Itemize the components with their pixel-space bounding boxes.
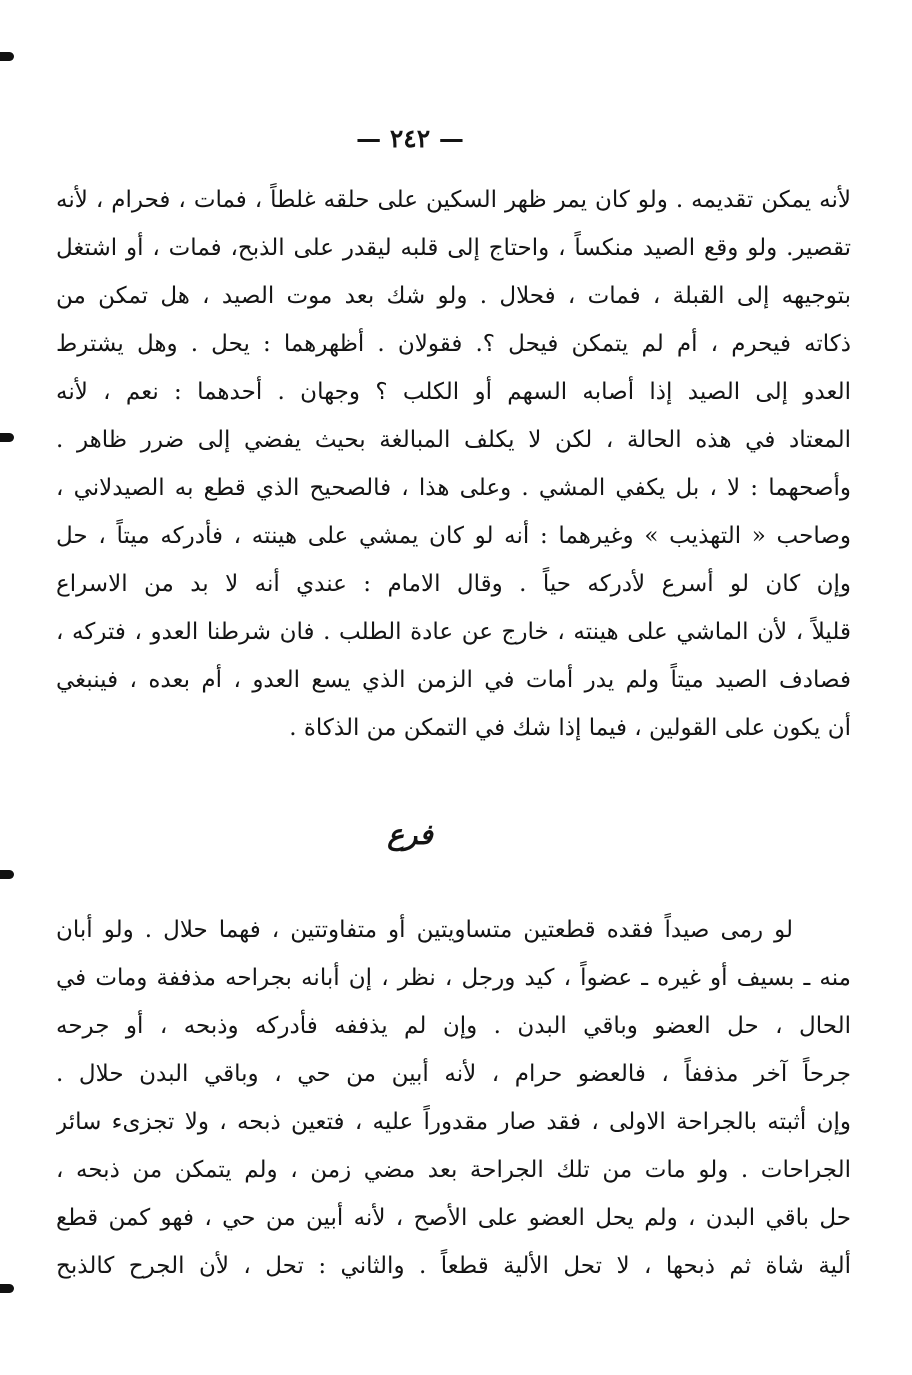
text-line: وإن كان لو أسرع لأدركه حياً . وقال الامام : عندي أنه لا بد من الاسراع xyxy=(56,571,851,597)
text-line: وصاحب « التهذيب » وغيرهما : أنه لو كان يمشي على هينته ، فأدركه ميتاً ، حل xyxy=(56,523,851,549)
text-line: وأصحهما : لا ، بل يكفي المشي . وعلى هذا ، فالصحيح الذي قطع به الصيدلاني ، xyxy=(56,475,851,501)
text-line: جرحاً آخر مذففاً ، فالعضو حرام ، لأنه أبين من حي ، وباقي البدن حلال . xyxy=(56,1061,851,1087)
paragraph-main xyxy=(56,176,851,752)
page-number: — ٢٤٢ — xyxy=(356,124,464,153)
text-line: بتوجيهه إلى القبلة ، فمات ، فحلال . ولو شك بعد موت الصيد ، هل تمكن من xyxy=(56,283,851,309)
text-line: العدو إلى الصيد إذا أصابه السهم أو الكلب ؟ وجهان . أحدهما : نعم ، لأنه xyxy=(56,379,851,405)
text-line: الجراحات . ولو مات من تلك الجراحة بعد مضي زمن ، ولم يتمكن من ذبحه ، xyxy=(56,1157,851,1183)
binding-mark xyxy=(0,433,14,442)
section-heading: فرع xyxy=(387,818,433,851)
text-line: ألية شاة ثم ذبحها ، لا تحل الألية قطعاً . والثاني : تحل ، لأن الجرح كالذبح xyxy=(56,1253,851,1279)
text-line: المعتاد في هذه الحالة ، لكن لا يكلف المبالغة بحيث يفضي إلى ضرر ظاهر . xyxy=(56,427,851,453)
binding-mark xyxy=(0,52,14,61)
binding-mark xyxy=(0,870,14,879)
text-line: ذكاته فيحرم ، أم لم يتمكن فيحل ؟. فقولان . أظهرهما : يحل . وهل يشترط xyxy=(56,331,851,357)
text-line: قليلاً ، لأن الماشي على هينته ، خارج عن عادة الطلب . فان شرطنا العدو ، فتركه ، xyxy=(56,619,851,645)
text-line: حل باقي البدن ، ولم يحل العضو على الأصح ، لأنه أبين من حي ، فهو كمن قطع xyxy=(56,1205,851,1231)
text-line: فصادف الصيد ميتاً ولم يدر أمات في الزمن الذي يسع العدو ، أم بعده ، فينبغي xyxy=(56,667,851,693)
text-line: لو رمى صيداً فقده قطعتين متساويتين أو متفاوتتين ، فهما حلال . ولو أبان xyxy=(56,917,793,943)
binding-mark xyxy=(0,1284,14,1293)
paragraph-branch xyxy=(56,906,851,1290)
text-line: لأنه يمكن تقديمه . ولو كان يمر ظهر السكين على حلقه غلطاً ، فمات ، فحرام ، لأنه xyxy=(56,187,851,213)
text-line: الحال ، حل العضو وباقي البدن . وإن لم يذففه فأدركه وذبحه ، أو جرحه xyxy=(56,1013,851,1039)
text-line: أن يكون على القولين ، فيما إذا شك في التمكن من الذكاة . xyxy=(289,715,851,741)
text-line: وإن أثبته بالجراحة الاولى ، فقد صار مقدوراً عليه ، فتعين ذبحه ، ولا تجزىء سائر xyxy=(56,1109,851,1135)
text-line: تقصير. ولو وقع الصيد منكساً ، واحتاج إلى قلبه ليقدر على الذبح، فمات ، أو اشتغل xyxy=(56,235,851,261)
text-line: منه ـ بسيف أو غيره ـ عضواً ، كيد ورجل ، نظر ، إن أبانه بجراحه مذففة ومات في xyxy=(56,965,851,991)
